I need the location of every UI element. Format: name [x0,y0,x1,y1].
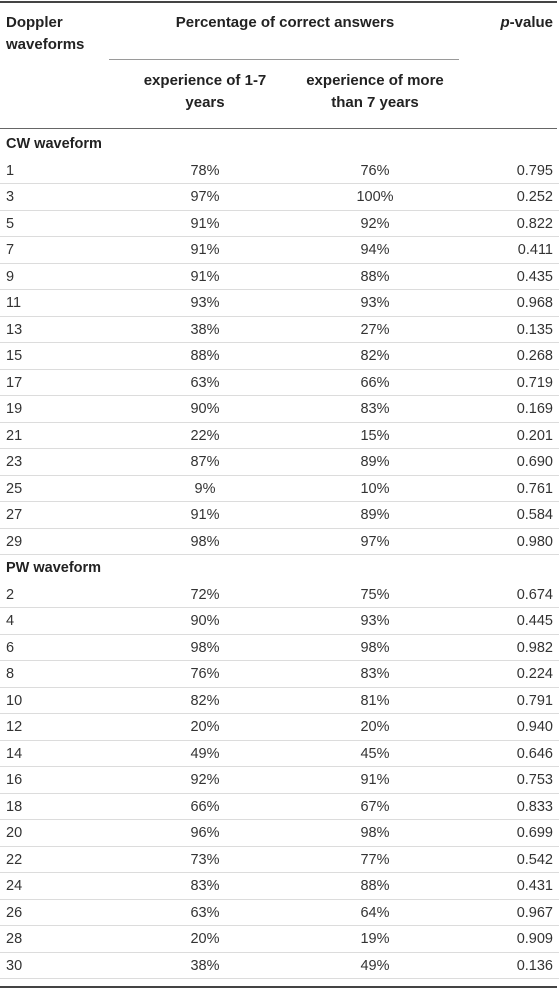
waveform-number-cell: 25 [6,480,23,497]
exp-over-7-cell: 76% [360,162,390,179]
exp-1-7-cell: 92% [190,772,220,788]
table-row [0,343,559,370]
table-top-rule [0,1,557,3]
header-exp2-line2: than 7 years [331,94,419,111]
exp-1-7-cell: 38% [190,957,220,974]
p-value-cell: 0.982 [516,639,553,656]
exp-1-7-cell: 49% [190,745,220,762]
table-row [0,370,559,397]
header-p-rest: -value [509,14,553,31]
exp-1-7-cell: 96% [190,825,220,841]
p-value-cell: 0.719 [516,374,553,391]
table-row [0,608,559,635]
table-row [0,529,559,556]
waveform-number-cell: 6 [6,639,15,656]
section-title: PW waveform [6,560,102,576]
p-value-cell: 0.252 [516,189,553,205]
exp-1-7-cell: 93% [190,295,220,311]
table-row [0,502,559,529]
p-value-cell: 0.791 [516,692,553,709]
table-row [0,900,559,927]
p-value-cell: 0.201 [516,427,553,444]
table-row [0,396,559,423]
p-value-cell: 0.909 [516,931,553,947]
exp-over-7-cell: 82% [360,348,390,364]
header-p-italic: p [500,14,510,31]
table-row [0,184,559,211]
waveform-number-cell: 21 [6,427,23,444]
waveform-number-cell: 30 [6,957,23,974]
p-value-cell: 0.224 [516,666,553,682]
header-percentage-correct: Percentage of correct answers [175,14,395,31]
waveform-number-cell: 16 [6,772,23,788]
waveform-number-cell: 8 [6,666,15,682]
exp-1-7-cell: 82% [190,692,220,709]
waveform-number-cell: 4 [6,613,15,629]
table-row [0,290,559,317]
table-row [0,820,559,847]
waveform-number-cell: 29 [6,533,23,550]
p-value-cell: 0.761 [516,480,553,497]
section-title: CW waveform [6,136,102,152]
waveform-number-cell: 9 [6,268,15,285]
exp-over-7-cell: 89% [360,507,390,523]
exp-1-7-cell: 83% [190,878,220,894]
p-value-cell: 0.833 [516,798,553,815]
waveform-number-cell: 28 [6,931,23,947]
exp-over-7-cell: 83% [360,666,390,682]
p-value-cell: 0.690 [516,454,553,470]
header-experience-1-7 [120,70,290,114]
exp-over-7-cell: 93% [360,295,390,311]
exp-1-7-cell: 98% [190,533,220,550]
exp-over-7-cell: 81% [360,692,390,709]
exp-over-7-cell: 97% [360,533,390,550]
exp-over-7-cell: 67% [360,798,390,815]
p-value-cell: 0.584 [516,507,553,523]
waveform-number-cell: 22 [6,851,23,868]
exp-over-7-cell: 64% [360,904,390,921]
p-value-cell: 0.674 [516,586,553,603]
table-row [0,158,559,185]
p-value-cell: 0.169 [516,401,553,417]
exp-1-7-cell: 63% [190,904,220,921]
exp-1-7-cell: 87% [190,454,220,470]
exp-over-7-cell: 77% [360,851,390,868]
waveform-number-cell: 26 [6,904,23,921]
header-doppler-line1: Doppler [6,14,63,31]
exp-over-7-cell: 88% [360,878,390,894]
table-row [0,688,559,715]
waveform-number-cell: 20 [6,825,23,841]
exp-over-7-cell: 20% [360,719,390,735]
exp-over-7-cell: 49% [360,957,390,974]
table-row [0,714,559,741]
table-row [0,237,559,264]
exp-1-7-cell: 20% [190,719,220,735]
table-row [0,873,559,900]
table-row [0,794,559,821]
exp-1-7-cell: 91% [190,215,220,232]
exp-over-7-cell: 98% [360,639,390,656]
exp-1-7-cell: 72% [190,586,220,603]
exp-1-7-cell: 88% [190,348,220,364]
p-value-cell: 0.445 [516,613,553,629]
exp-1-7-cell: 91% [190,268,220,285]
p-value-cell: 0.542 [516,851,553,868]
table-row [0,264,559,291]
exp-over-7-cell: 88% [360,268,390,285]
exp-over-7-cell: 66% [360,374,390,391]
table-row [0,847,559,874]
table-row [0,926,559,953]
header-exp1-line1: experience of 1-7 [143,72,267,89]
section-heading-row [0,131,559,158]
exp-1-7-cell: 76% [190,666,220,682]
exp-over-7-cell: 83% [360,401,390,417]
p-value-cell: 0.268 [516,348,553,364]
table-row [0,635,559,662]
p-value-cell: 0.940 [516,719,553,735]
p-value-cell: 0.967 [516,904,553,921]
p-value-cell: 0.135 [516,321,553,338]
exp-1-7-cell: 9% [194,480,216,497]
waveform-number-cell: 7 [6,242,15,258]
header-bottom-rule [0,128,557,129]
exp-1-7-cell: 73% [190,851,220,868]
waveform-number-cell: 15 [6,348,23,364]
waveform-number-cell: 14 [6,745,23,762]
header-doppler-waveforms [6,12,116,56]
waveform-number-cell: 12 [6,719,23,735]
header-exp2-line1: experience of more [306,72,444,89]
exp-over-7-cell: 19% [360,931,390,947]
header-doppler-line2: waveforms [6,36,85,53]
p-value-cell: 0.822 [516,215,553,232]
p-value-cell: 0.980 [516,533,553,550]
header-p-value [480,12,553,34]
header-subgroup-rule [109,59,459,60]
exp-1-7-cell: 90% [190,401,220,417]
header-experience-over-7 [290,70,460,114]
exp-1-7-cell: 90% [190,613,220,629]
p-value-cell: 0.795 [516,162,553,179]
p-value-cell: 0.646 [516,745,553,762]
exp-1-7-cell: 97% [190,189,220,205]
table-row [0,211,559,238]
section-heading-row [0,555,559,582]
exp-1-7-cell: 78% [190,162,220,179]
waveform-number-cell: 27 [6,507,23,523]
table-row [0,767,559,794]
waveform-number-cell: 18 [6,798,23,815]
table-row [0,741,559,768]
exp-over-7-cell: 92% [360,215,390,232]
exp-1-7-cell: 20% [190,931,220,947]
exp-over-7-cell: 94% [360,242,390,258]
exp-over-7-cell: 89% [360,454,390,470]
exp-over-7-cell: 91% [360,772,390,788]
waveform-number-cell: 11 [6,295,22,311]
exp-1-7-cell: 98% [190,639,220,656]
exp-over-7-cell: 15% [360,427,390,444]
waveform-number-cell: 23 [6,454,23,470]
table-row [0,423,559,450]
table-row [0,449,559,476]
exp-over-7-cell: 100% [356,189,394,205]
p-value-cell: 0.435 [516,268,553,285]
p-value-cell: 0.431 [516,878,553,894]
exp-1-7-cell: 66% [190,798,220,815]
waveform-number-cell: 24 [6,878,23,894]
table-row [0,317,559,344]
waveform-number-cell: 19 [6,401,23,417]
p-value-cell: 0.753 [516,772,553,788]
exp-1-7-cell: 63% [190,374,220,391]
exp-1-7-cell: 91% [190,242,220,258]
table-body [0,131,559,979]
exp-over-7-cell: 10% [360,480,390,497]
exp-1-7-cell: 91% [190,507,220,523]
table-row [0,582,559,609]
table-row [0,661,559,688]
header-exp1-line2: years [185,94,225,111]
p-value-cell: 0.968 [516,295,553,311]
p-value-cell: 0.136 [516,957,553,974]
exp-over-7-cell: 98% [360,825,390,841]
exp-1-7-cell: 38% [190,321,220,338]
waveform-number-cell: 1 [6,162,15,179]
exp-over-7-cell: 45% [360,745,390,762]
exp-1-7-cell: 22% [190,427,220,444]
exp-over-7-cell: 27% [360,321,390,338]
waveform-number-cell: 13 [6,321,23,338]
p-value-cell: 0.411 [517,242,553,258]
exp-over-7-cell: 93% [360,613,390,629]
exp-over-7-cell: 75% [360,586,390,603]
table-row [0,476,559,503]
waveform-number-cell: 3 [6,189,15,205]
waveform-number-cell: 17 [6,374,23,391]
p-value-cell: 0.699 [516,825,553,841]
waveform-number-cell: 5 [6,215,15,232]
waveform-number-cell: 10 [6,692,23,709]
waveform-number-cell: 2 [6,586,15,603]
table-row [0,953,559,980]
table-bottom-rule [0,986,557,988]
